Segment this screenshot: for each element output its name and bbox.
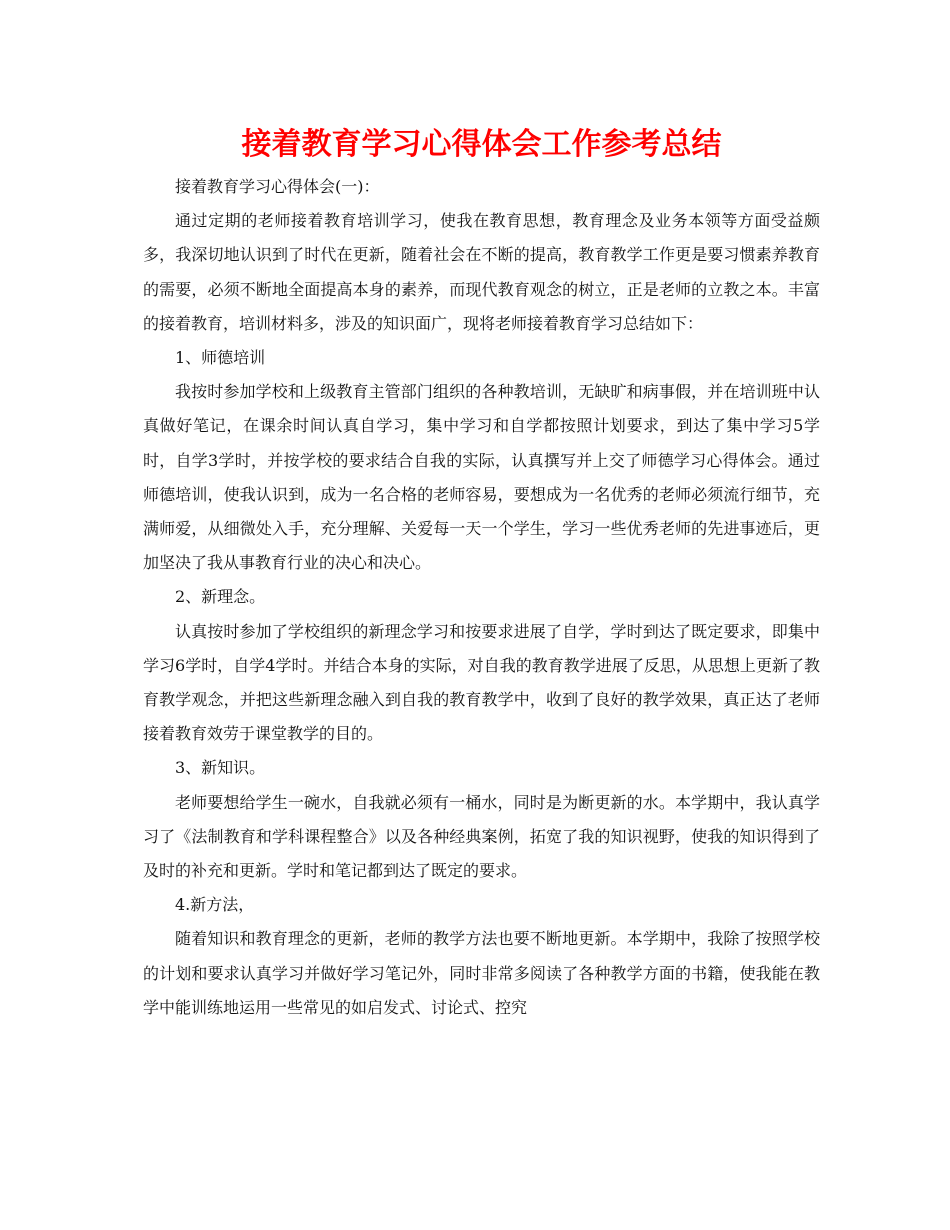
paragraph-new-knowledge: 老师要想给学生一碗水，自我就必须有一桶水，同时是为断更新的水。本学期中，我认真学习了《法制教育和学科课程整合》以及各种经典案例，拓宽了我的知识视野，使我的知识得到了及时的补充和更新。学时和笔记都到达了既定的要求。 (143, 792, 820, 881)
paragraph-new-concepts: 认真按时参加了学校组织的新理念学习和按要求进展了自学，学时到达了既定要求，即集中学习6学时，自学4学时。并结合本身的实际，对自我的教育教学进展了反思，从思想上更新了教育教学观念，并把这些新理念融入到自我的教育教学中，收到了良好的教学效果，真正达了老师接着教育效劳于课堂教学的目的。 (143, 621, 820, 744)
document-title: 接着教育学习心得体会工作参考总结 (241, 127, 722, 162)
section-heading-new-concepts: 2、新理念。 (175, 587, 266, 607)
paragraph-ethics: 我按时参加学校和上级教育主管部门组织的各种教培训，无缺旷和病事假，并在培训班中认真做好笔记，在课余时间认真自学习，集中学习和自学都按照计划要求，到达了集中学习5学时，自学3学时，并按学校的要求结合自我的实际，认真撰写并上交了师德学习心得体会。通过师德培训，使我认识到，成为一名合格的老师容易，要想成为一名优秀的老师必须流行细节，充满师爱，从细微处入手，充分理解、关爱每一天一个学生，学习一些优秀老师的先进事迹后，更加坚决了我从事教育行业的决心和决心。 (143, 382, 820, 573)
paragraph-intro: 通过定期的老师接着教育培训学习，使我在教育思想，教育理念及业务本领等方面受益颇多，我深切地认识到了时代在更新，随着社会在不断的提高，教育教学工作更是要习惯素养教育的需要，必须不断地全面提高本身的素养，而现代教育观念的树立，正是老师的立教之本。丰富的接着教育，培训材料多，涉及的知识面广，现将老师接着教育学习总结如下： (143, 211, 820, 333)
section-heading-ethics: 1、师德培训 (175, 348, 266, 368)
section-heading-new-knowledge: 3、新知识。 (175, 758, 266, 778)
section-heading-new-methods: 4.新方法， (175, 895, 255, 915)
paragraph-new-methods: 随着知识和教育理念的更新，老师的教学方法也要不断地更新。本学期中，我除了按照学校的计划和要求认真学习并做好学习笔记外，同时非常多阅读了各种教学方面的书籍，使我能在教学中能训练地运用一些常见的如启发式、讨论式、控究 (143, 929, 820, 1017)
document-body (143, 170, 820, 1025)
paragraph-intro-heading: 接着教育学习心得体会(一)： (175, 177, 380, 196)
